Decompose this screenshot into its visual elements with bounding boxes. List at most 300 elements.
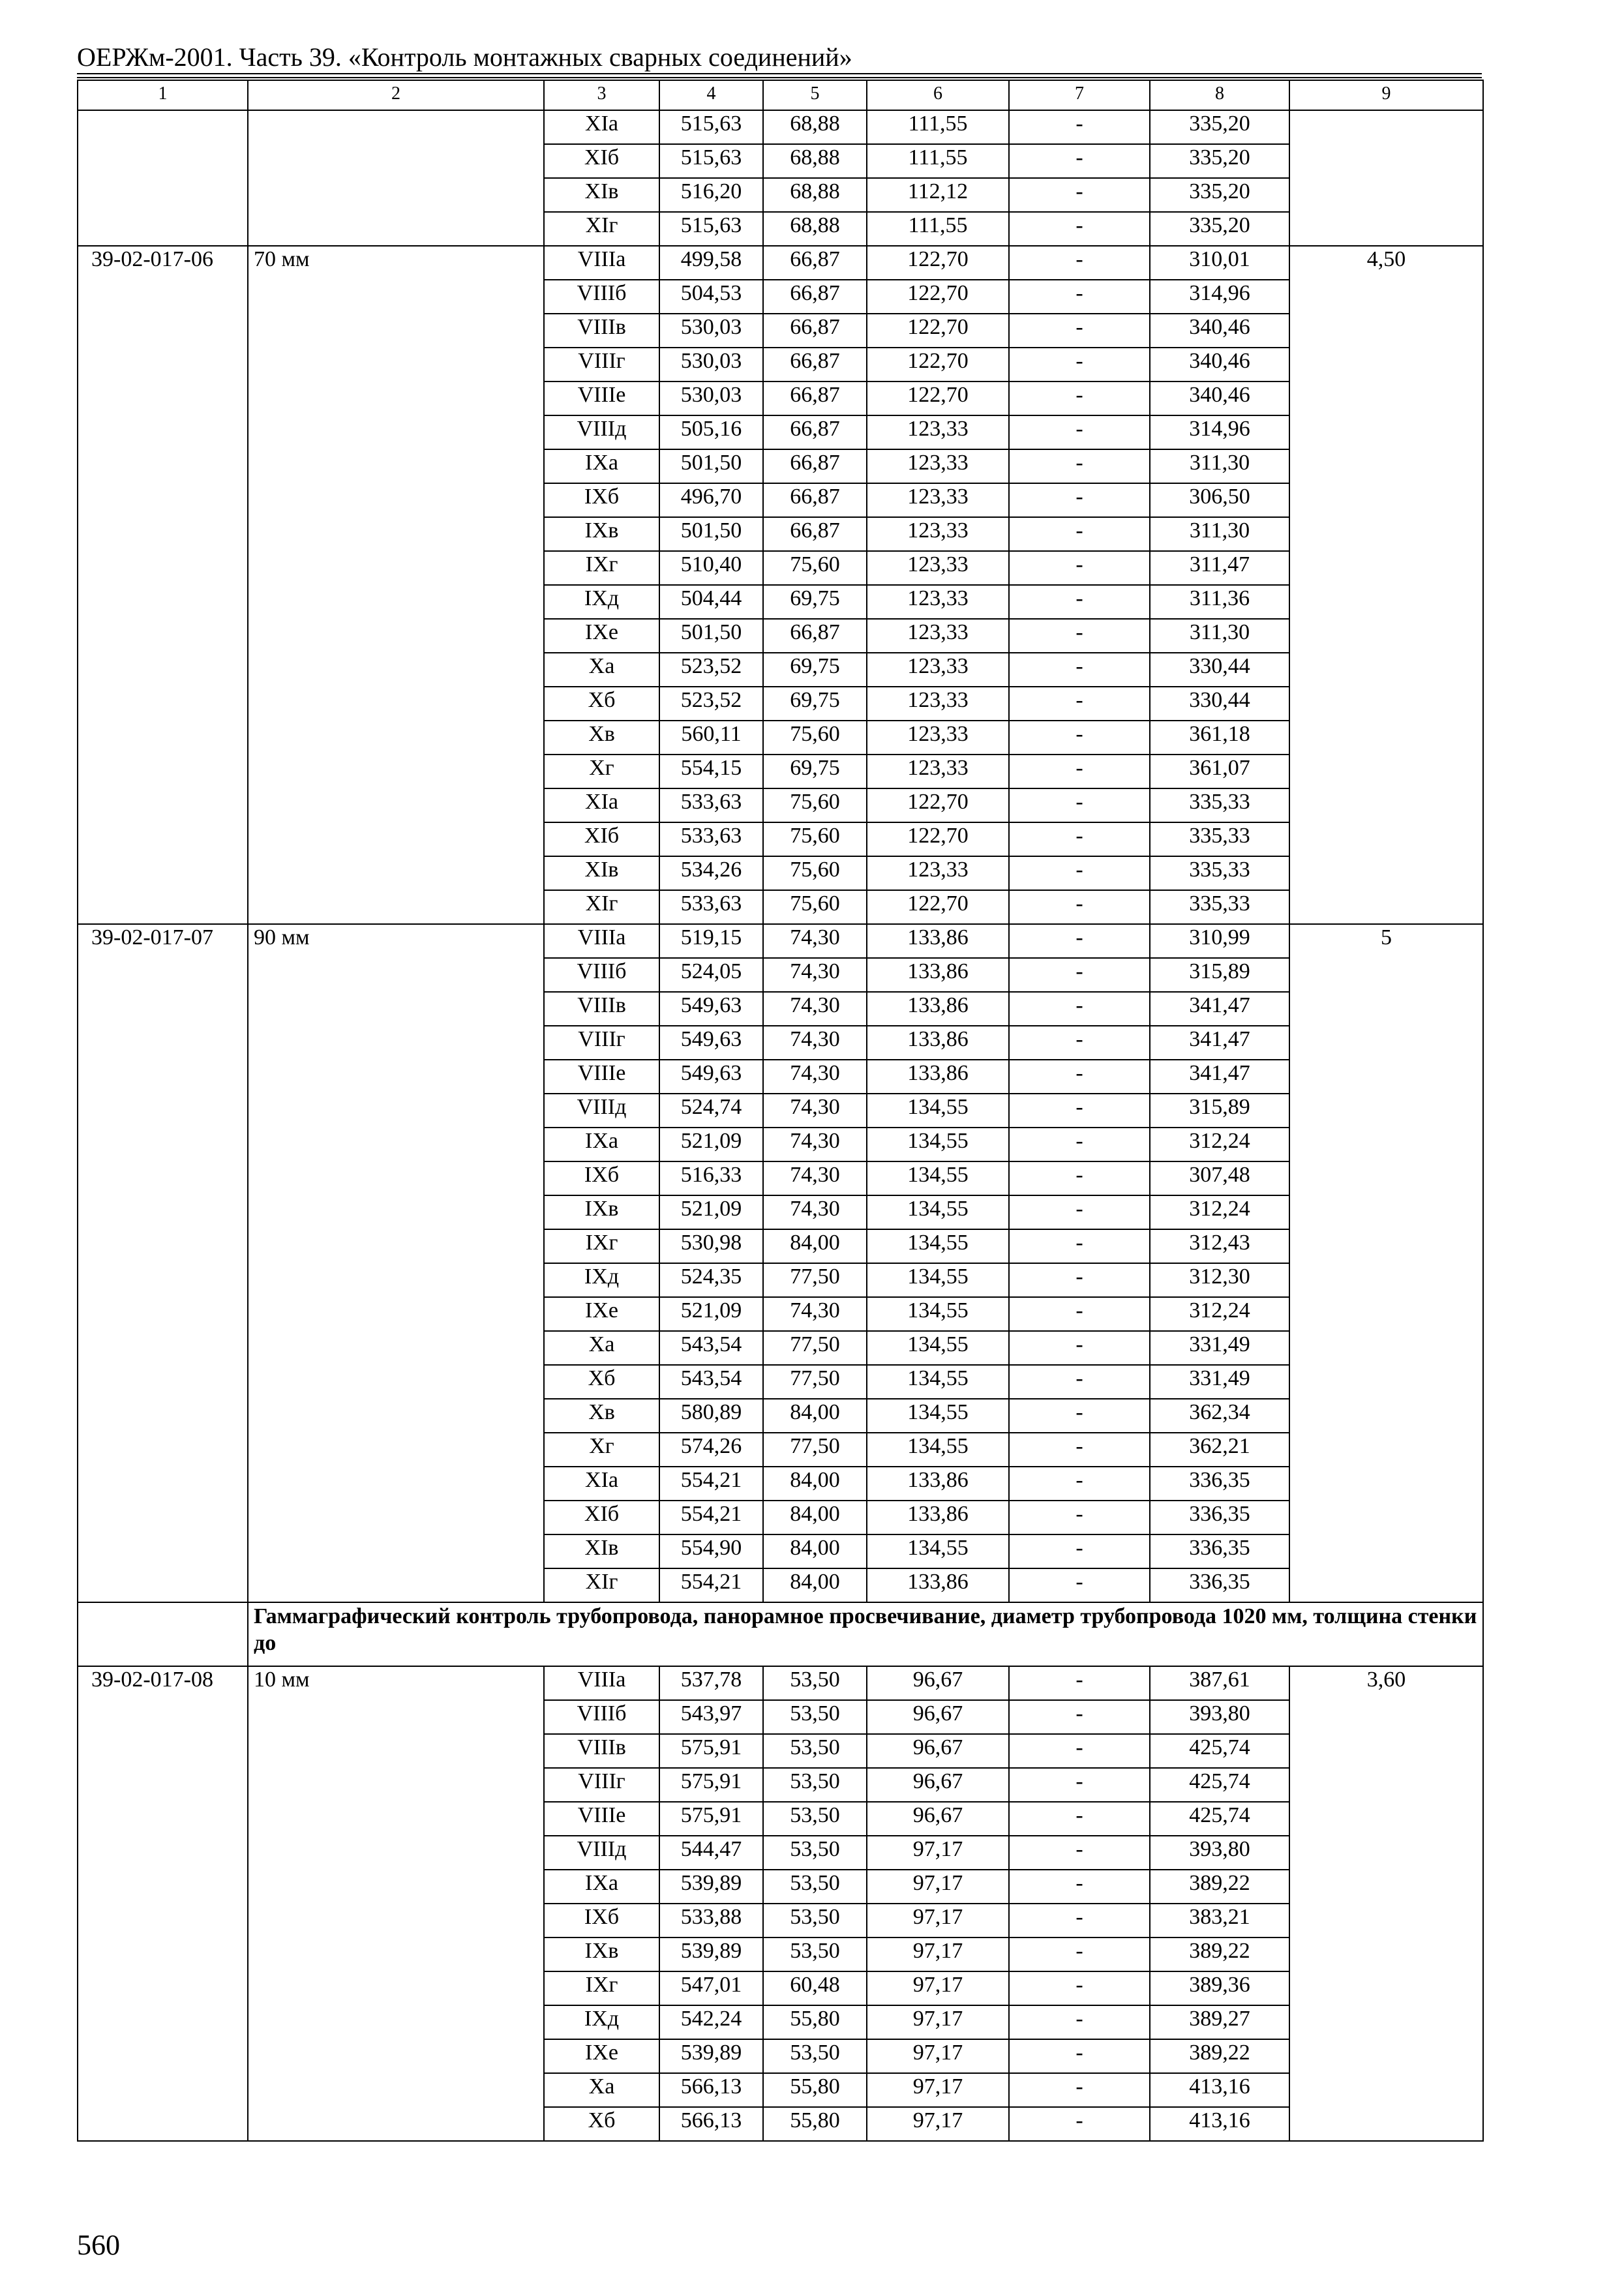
labor-cost-cell: 53,50 [763, 1734, 867, 1768]
operator-wage-cell: 335,33 [1150, 856, 1289, 890]
weld-category-cell: XIв [544, 1534, 659, 1568]
operator-wage-cell: 389,22 [1150, 2039, 1289, 2073]
labor-cost-cell: 75,60 [763, 721, 867, 755]
machine-cost-cell: 96,67 [867, 1768, 1009, 1802]
machine-cost-cell: 134,55 [867, 1297, 1009, 1331]
section-heading-row [78, 1602, 1483, 1666]
materials-cost-cell: - [1009, 1195, 1150, 1229]
direct-cost-cell: 539,89 [659, 1937, 763, 1971]
machine-cost-cell: 96,67 [867, 1802, 1009, 1836]
labor-hours-cell: 3,60 [1289, 1666, 1483, 2141]
materials-cost-cell: - [1009, 1666, 1150, 1700]
machine-cost-cell: 134,55 [867, 1161, 1009, 1195]
machine-cost-cell: 133,86 [867, 1026, 1009, 1060]
weld-category-cell: VIIIе [544, 382, 659, 415]
labor-hours-cell [1289, 110, 1483, 246]
labor-cost-cell: 53,50 [763, 1904, 867, 1937]
direct-cost-cell: 530,03 [659, 314, 763, 348]
direct-cost-cell: 510,40 [659, 551, 763, 585]
labor-cost-cell: 66,87 [763, 382, 867, 415]
weld-category-cell: IXб [544, 483, 659, 517]
weld-category-cell: VIIIд [544, 1836, 659, 1870]
materials-cost-cell: - [1009, 314, 1150, 348]
column-number-cell: 4 [659, 80, 763, 110]
weld-category-cell: IXа [544, 449, 659, 483]
machine-cost-cell: 123,33 [867, 653, 1009, 687]
materials-cost-cell: - [1009, 1229, 1150, 1263]
operator-wage-cell: 341,47 [1150, 992, 1289, 1026]
materials-cost-cell: - [1009, 1501, 1150, 1534]
direct-cost-cell: 534,26 [659, 856, 763, 890]
labor-cost-cell: 66,87 [763, 517, 867, 551]
section-heading-empty-cell [78, 1602, 248, 1666]
materials-cost-cell: - [1009, 1094, 1150, 1128]
materials-cost-cell: - [1009, 788, 1150, 822]
direct-cost-cell: 501,50 [659, 517, 763, 551]
machine-cost-cell: 122,70 [867, 788, 1009, 822]
weld-category-cell: IXд [544, 585, 659, 619]
materials-cost-cell: - [1009, 2039, 1150, 2073]
labor-cost-cell: 75,60 [763, 822, 867, 856]
machine-cost-cell: 97,17 [867, 1971, 1009, 2005]
operator-wage-cell: 312,24 [1150, 1297, 1289, 1331]
machine-cost-cell: 123,33 [867, 856, 1009, 890]
operator-wage-cell: 387,61 [1150, 1666, 1289, 1700]
weld-category-cell: IXб [544, 1904, 659, 1937]
operator-wage-cell: 425,74 [1150, 1802, 1289, 1836]
operator-wage-cell: 307,48 [1150, 1161, 1289, 1195]
machine-cost-cell: 111,55 [867, 212, 1009, 246]
direct-cost-cell: 554,90 [659, 1534, 763, 1568]
labor-cost-cell: 69,75 [763, 653, 867, 687]
direct-cost-cell: 539,89 [659, 1870, 763, 1904]
materials-cost-cell: - [1009, 958, 1150, 992]
labor-cost-cell: 66,87 [763, 483, 867, 517]
operator-wage-cell: 312,43 [1150, 1229, 1289, 1263]
labor-cost-cell: 66,87 [763, 280, 867, 314]
direct-cost-cell: 515,63 [659, 212, 763, 246]
materials-cost-cell: - [1009, 280, 1150, 314]
operator-wage-cell: 312,24 [1150, 1195, 1289, 1229]
operator-wage-cell: 361,18 [1150, 721, 1289, 755]
machine-cost-cell: 134,55 [867, 1534, 1009, 1568]
weld-category-cell: VIIIб [544, 958, 659, 992]
labor-cost-cell: 75,60 [763, 788, 867, 822]
direct-cost-cell: 539,89 [659, 2039, 763, 2073]
rates-table-body [78, 80, 1483, 2141]
weld-category-cell: VIIIг [544, 348, 659, 382]
operator-wage-cell: 311,47 [1150, 551, 1289, 585]
materials-cost-cell: - [1009, 1802, 1150, 1836]
machine-cost-cell: 134,55 [867, 1399, 1009, 1433]
weld-category-cell: XIа [544, 110, 659, 144]
direct-cost-cell: 554,15 [659, 755, 763, 788]
materials-cost-cell: - [1009, 110, 1150, 144]
labor-cost-cell: 66,87 [763, 246, 867, 280]
materials-cost-cell: - [1009, 1734, 1150, 1768]
labor-cost-cell: 74,30 [763, 1128, 867, 1161]
operator-wage-cell: 336,35 [1150, 1534, 1289, 1568]
materials-cost-cell: - [1009, 1534, 1150, 1568]
materials-cost-cell: - [1009, 1433, 1150, 1467]
direct-cost-cell: 560,11 [659, 721, 763, 755]
materials-cost-cell: - [1009, 1331, 1150, 1365]
weld-category-cell: Xа [544, 1331, 659, 1365]
direct-cost-cell: 504,53 [659, 280, 763, 314]
machine-cost-cell: 123,33 [867, 483, 1009, 517]
labor-cost-cell: 74,30 [763, 1195, 867, 1229]
operator-wage-cell: 331,49 [1150, 1365, 1289, 1399]
operator-wage-cell: 311,36 [1150, 585, 1289, 619]
page-header-title: ОЕРЖм-2001. Часть 39. «Контроль монтажных сварных соединений» [77, 42, 852, 72]
machine-cost-cell: 133,86 [867, 958, 1009, 992]
labor-cost-cell: 68,88 [763, 144, 867, 178]
materials-cost-cell: - [1009, 1836, 1150, 1870]
machine-cost-cell: 123,33 [867, 551, 1009, 585]
direct-cost-cell: 505,16 [659, 415, 763, 449]
column-number-cell: 7 [1009, 80, 1150, 110]
materials-cost-cell: - [1009, 653, 1150, 687]
machine-cost-cell: 134,55 [867, 1433, 1009, 1467]
direct-cost-cell: 521,09 [659, 1128, 763, 1161]
operator-wage-cell: 310,99 [1150, 924, 1289, 958]
materials-cost-cell: - [1009, 585, 1150, 619]
rate-code-cell: 39-02-017-08 [78, 1666, 248, 2141]
operator-wage-cell: 311,30 [1150, 449, 1289, 483]
weld-category-cell: VIIIв [544, 1734, 659, 1768]
weld-category-cell: Xв [544, 721, 659, 755]
materials-cost-cell: - [1009, 1568, 1150, 1602]
labor-cost-cell: 60,48 [763, 1971, 867, 2005]
operator-wage-cell: 336,35 [1150, 1568, 1289, 1602]
operator-wage-cell: 306,50 [1150, 483, 1289, 517]
labor-cost-cell: 77,50 [763, 1263, 867, 1297]
direct-cost-cell: 554,21 [659, 1501, 763, 1534]
weld-category-cell: IXв [544, 517, 659, 551]
operator-wage-cell: 362,21 [1150, 1433, 1289, 1467]
machine-cost-cell: 111,55 [867, 110, 1009, 144]
materials-cost-cell: - [1009, 178, 1150, 212]
labor-cost-cell: 74,30 [763, 1026, 867, 1060]
direct-cost-cell: 533,88 [659, 1904, 763, 1937]
machine-cost-cell: 97,17 [867, 2005, 1009, 2039]
materials-cost-cell: - [1009, 1768, 1150, 1802]
materials-cost-cell: - [1009, 1870, 1150, 1904]
materials-cost-cell: - [1009, 992, 1150, 1026]
materials-cost-cell: - [1009, 1971, 1150, 2005]
materials-cost-cell: - [1009, 1128, 1150, 1161]
weld-category-cell: XIв [544, 856, 659, 890]
column-number-cell: 2 [248, 80, 544, 110]
direct-cost-cell: 543,54 [659, 1331, 763, 1365]
direct-cost-cell: 554,21 [659, 1568, 763, 1602]
machine-cost-cell: 122,70 [867, 314, 1009, 348]
operator-wage-cell: 393,80 [1150, 1836, 1289, 1870]
materials-cost-cell: - [1009, 1026, 1150, 1060]
machine-cost-cell: 133,86 [867, 992, 1009, 1026]
weld-category-cell: VIIIе [544, 1802, 659, 1836]
operator-wage-cell: 335,20 [1150, 178, 1289, 212]
direct-cost-cell: 580,89 [659, 1399, 763, 1433]
machine-cost-cell: 97,17 [867, 1870, 1009, 1904]
machine-cost-cell: 133,86 [867, 1467, 1009, 1501]
labor-cost-cell: 55,80 [763, 2073, 867, 2107]
section-heading: Гаммаграфический контроль трубопровода, панорамное просвечивание, диаметр трубопровода 1020 мм, толщина стенки до [248, 1602, 1483, 1666]
machine-cost-cell: 111,55 [867, 144, 1009, 178]
labor-cost-cell: 84,00 [763, 1467, 867, 1501]
direct-cost-cell: 519,15 [659, 924, 763, 958]
machine-cost-cell: 97,17 [867, 1937, 1009, 1971]
direct-cost-cell: 521,09 [659, 1195, 763, 1229]
direct-cost-cell: 530,98 [659, 1229, 763, 1263]
materials-cost-cell: - [1009, 1060, 1150, 1094]
labor-cost-cell: 69,75 [763, 585, 867, 619]
operator-wage-cell: 335,20 [1150, 110, 1289, 144]
labor-cost-cell: 74,30 [763, 1297, 867, 1331]
materials-cost-cell: - [1009, 2005, 1150, 2039]
weld-category-cell: Xг [544, 755, 659, 788]
direct-cost-cell: 515,63 [659, 144, 763, 178]
direct-cost-cell: 533,63 [659, 890, 763, 924]
direct-cost-cell: 523,52 [659, 653, 763, 687]
weld-category-cell: IXд [544, 2005, 659, 2039]
weld-category-cell: Xв [544, 1399, 659, 1433]
wall-thickness-cell [248, 110, 544, 246]
operator-wage-cell: 310,01 [1150, 246, 1289, 280]
direct-cost-cell: 533,63 [659, 788, 763, 822]
labor-cost-cell: 69,75 [763, 755, 867, 788]
labor-cost-cell: 66,87 [763, 415, 867, 449]
operator-wage-cell: 331,49 [1150, 1331, 1289, 1365]
materials-cost-cell: - [1009, 1263, 1150, 1297]
machine-cost-cell: 96,67 [867, 1700, 1009, 1734]
materials-cost-cell: - [1009, 687, 1150, 721]
labor-cost-cell: 77,50 [763, 1331, 867, 1365]
table-row [78, 1666, 1483, 1700]
rate-code-cell [78, 110, 248, 246]
labor-cost-cell: 53,50 [763, 1700, 867, 1734]
machine-cost-cell: 123,33 [867, 415, 1009, 449]
machine-cost-cell: 122,70 [867, 890, 1009, 924]
weld-category-cell: IXв [544, 1937, 659, 1971]
weld-category-cell: VIIIд [544, 415, 659, 449]
labor-cost-cell: 84,00 [763, 1229, 867, 1263]
materials-cost-cell: - [1009, 483, 1150, 517]
labor-cost-cell: 77,50 [763, 1365, 867, 1399]
operator-wage-cell: 312,24 [1150, 1128, 1289, 1161]
column-number-cell: 9 [1289, 80, 1483, 110]
machine-cost-cell: 97,17 [867, 1904, 1009, 1937]
weld-category-cell: Xб [544, 2107, 659, 2141]
weld-category-cell: VIIIг [544, 1768, 659, 1802]
operator-wage-cell: 315,89 [1150, 1094, 1289, 1128]
materials-cost-cell: - [1009, 755, 1150, 788]
machine-cost-cell: 134,55 [867, 1128, 1009, 1161]
machine-cost-cell: 122,70 [867, 246, 1009, 280]
weld-category-cell: VIIIг [544, 1026, 659, 1060]
materials-cost-cell: - [1009, 1937, 1150, 1971]
operator-wage-cell: 330,44 [1150, 687, 1289, 721]
weld-category-cell: IXа [544, 1870, 659, 1904]
weld-category-cell: IXб [544, 1161, 659, 1195]
materials-cost-cell: - [1009, 415, 1150, 449]
weld-category-cell: IXд [544, 1263, 659, 1297]
labor-cost-cell: 53,50 [763, 1836, 867, 1870]
operator-wage-cell: 341,47 [1150, 1060, 1289, 1094]
weld-category-cell: Xб [544, 1365, 659, 1399]
table-row [78, 110, 1483, 144]
machine-cost-cell: 97,17 [867, 2073, 1009, 2107]
operator-wage-cell: 362,34 [1150, 1399, 1289, 1433]
operator-wage-cell: 361,07 [1150, 755, 1289, 788]
machine-cost-cell: 134,55 [867, 1263, 1009, 1297]
machine-cost-cell: 97,17 [867, 1836, 1009, 1870]
machine-cost-cell: 97,17 [867, 2039, 1009, 2073]
operator-wage-cell: 311,30 [1150, 517, 1289, 551]
weld-category-cell: VIIIа [544, 1666, 659, 1700]
machine-cost-cell: 96,67 [867, 1734, 1009, 1768]
header-rule-bottom [77, 77, 1482, 78]
direct-cost-cell: 544,47 [659, 1836, 763, 1870]
operator-wage-cell: 311,30 [1150, 619, 1289, 653]
labor-cost-cell: 74,30 [763, 924, 867, 958]
machine-cost-cell: 134,55 [867, 1229, 1009, 1263]
weld-category-cell: VIIIе [544, 1060, 659, 1094]
wall-thickness-cell: 70 мм [248, 246, 544, 924]
materials-cost-cell: - [1009, 1467, 1150, 1501]
machine-cost-cell: 122,70 [867, 822, 1009, 856]
operator-wage-cell: 389,27 [1150, 2005, 1289, 2039]
direct-cost-cell: 516,20 [659, 178, 763, 212]
weld-category-cell: IXе [544, 1297, 659, 1331]
direct-cost-cell: 521,09 [659, 1297, 763, 1331]
machine-cost-cell: 123,33 [867, 687, 1009, 721]
direct-cost-cell: 566,13 [659, 2107, 763, 2141]
materials-cost-cell: - [1009, 246, 1150, 280]
weld-category-cell: XIг [544, 212, 659, 246]
rate-code-cell: 39-02-017-07 [78, 924, 248, 1602]
page-number: 560 [77, 2229, 120, 2261]
weld-category-cell: XIв [544, 178, 659, 212]
labor-cost-cell: 53,50 [763, 1768, 867, 1802]
operator-wage-cell: 335,20 [1150, 212, 1289, 246]
materials-cost-cell: - [1009, 1700, 1150, 1734]
weld-category-cell: IXг [544, 551, 659, 585]
weld-category-cell: IXе [544, 2039, 659, 2073]
materials-cost-cell: - [1009, 856, 1150, 890]
machine-cost-cell: 134,55 [867, 1331, 1009, 1365]
machine-cost-cell: 134,55 [867, 1094, 1009, 1128]
weld-category-cell: XIг [544, 890, 659, 924]
weld-category-cell: XIа [544, 788, 659, 822]
machine-cost-cell: 123,33 [867, 619, 1009, 653]
direct-cost-cell: 533,63 [659, 822, 763, 856]
labor-cost-cell: 66,87 [763, 348, 867, 382]
header-rule-top [77, 73, 1482, 74]
labor-cost-cell: 53,50 [763, 1870, 867, 1904]
weld-category-cell: XIб [544, 144, 659, 178]
column-number-cell: 1 [78, 80, 248, 110]
labor-cost-cell: 84,00 [763, 1501, 867, 1534]
materials-cost-cell: - [1009, 212, 1150, 246]
machine-cost-cell: 123,33 [867, 755, 1009, 788]
labor-cost-cell: 55,80 [763, 2107, 867, 2141]
labor-cost-cell: 74,30 [763, 958, 867, 992]
operator-wage-cell: 335,33 [1150, 822, 1289, 856]
labor-hours-cell: 5 [1289, 924, 1483, 1602]
direct-cost-cell: 530,03 [659, 382, 763, 415]
machine-cost-cell: 112,12 [867, 178, 1009, 212]
direct-cost-cell: 574,26 [659, 1433, 763, 1467]
direct-cost-cell: 524,74 [659, 1094, 763, 1128]
operator-wage-cell: 413,16 [1150, 2073, 1289, 2107]
weld-category-cell: VIIIв [544, 992, 659, 1026]
operator-wage-cell: 340,46 [1150, 382, 1289, 415]
direct-cost-cell: 543,97 [659, 1700, 763, 1734]
materials-cost-cell: - [1009, 1297, 1150, 1331]
machine-cost-cell: 123,33 [867, 585, 1009, 619]
operator-wage-cell: 341,47 [1150, 1026, 1289, 1060]
labor-cost-cell: 74,30 [763, 1161, 867, 1195]
wall-thickness-cell: 90 мм [248, 924, 544, 1602]
direct-cost-cell: 504,44 [659, 585, 763, 619]
direct-cost-cell: 530,03 [659, 348, 763, 382]
operator-wage-cell: 312,30 [1150, 1263, 1289, 1297]
labor-cost-cell: 66,87 [763, 314, 867, 348]
direct-cost-cell: 566,13 [659, 2073, 763, 2107]
operator-wage-cell: 393,80 [1150, 1700, 1289, 1734]
direct-cost-cell: 549,63 [659, 1026, 763, 1060]
weld-category-cell: VIIIа [544, 924, 659, 958]
materials-cost-cell: - [1009, 924, 1150, 958]
direct-cost-cell: 523,52 [659, 687, 763, 721]
labor-cost-cell: 68,88 [763, 212, 867, 246]
materials-cost-cell: - [1009, 2107, 1150, 2141]
operator-wage-cell: 389,22 [1150, 1937, 1289, 1971]
machine-cost-cell: 133,86 [867, 924, 1009, 958]
direct-cost-cell: 543,54 [659, 1365, 763, 1399]
labor-cost-cell: 84,00 [763, 1534, 867, 1568]
weld-category-cell: VIIIв [544, 314, 659, 348]
weld-category-cell: XIа [544, 1467, 659, 1501]
machine-cost-cell: 122,70 [867, 348, 1009, 382]
labor-cost-cell: 68,88 [763, 178, 867, 212]
materials-cost-cell: - [1009, 721, 1150, 755]
operator-wage-cell: 314,96 [1150, 280, 1289, 314]
labor-cost-cell: 84,00 [763, 1568, 867, 1602]
materials-cost-cell: - [1009, 2073, 1150, 2107]
labor-cost-cell: 55,80 [763, 2005, 867, 2039]
direct-cost-cell: 501,50 [659, 619, 763, 653]
weld-category-cell: VIIIб [544, 280, 659, 314]
materials-cost-cell: - [1009, 890, 1150, 924]
labor-cost-cell: 53,50 [763, 1666, 867, 1700]
direct-cost-cell: 547,01 [659, 1971, 763, 2005]
labor-cost-cell: 74,30 [763, 1060, 867, 1094]
weld-category-cell: XIб [544, 1501, 659, 1534]
labor-cost-cell: 74,30 [763, 1094, 867, 1128]
direct-cost-cell: 537,78 [659, 1666, 763, 1700]
operator-wage-cell: 336,35 [1150, 1501, 1289, 1534]
operator-wage-cell: 330,44 [1150, 653, 1289, 687]
materials-cost-cell: - [1009, 822, 1150, 856]
operator-wage-cell: 335,20 [1150, 144, 1289, 178]
machine-cost-cell: 133,86 [867, 1568, 1009, 1602]
direct-cost-cell: 554,21 [659, 1467, 763, 1501]
weld-category-cell: IXе [544, 619, 659, 653]
weld-category-cell: Xг [544, 1433, 659, 1467]
table-row [78, 924, 1483, 958]
